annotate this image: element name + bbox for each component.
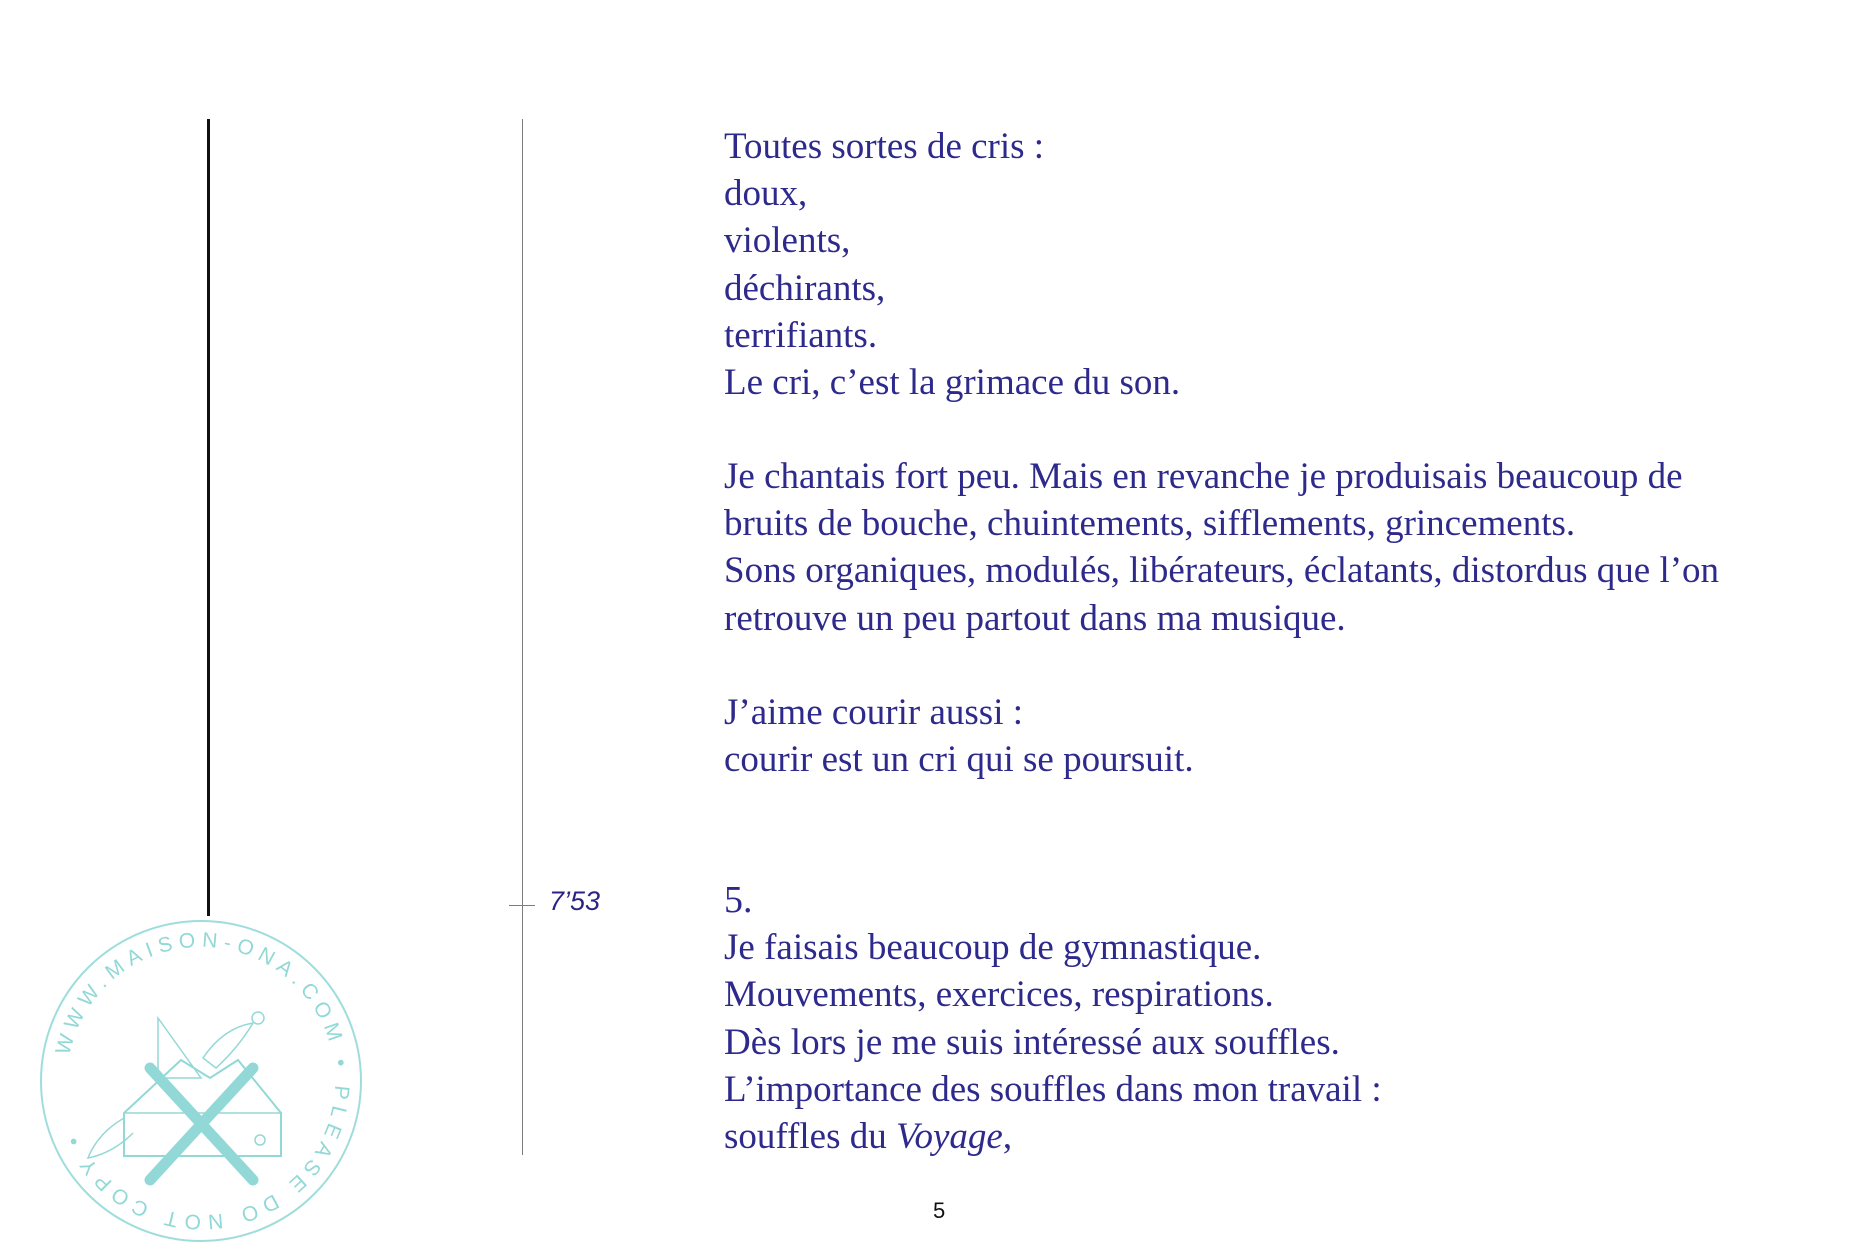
watermark-ring bbox=[41, 921, 361, 1241]
text-line: violents, bbox=[724, 220, 851, 262]
text-line: terrifiants. bbox=[724, 314, 878, 356]
text-line: bruits de bouche, chuintements, sifflements, grincements. bbox=[724, 503, 1576, 545]
left-margin-rule bbox=[207, 119, 210, 916]
timeline-rule bbox=[522, 119, 523, 1155]
text-fragment: , bbox=[1002, 1116, 1013, 1158]
text-line: L’importance des souffles dans mon travail : bbox=[724, 1068, 1382, 1110]
text-line: Mouvements, exercices, respirations. bbox=[724, 974, 1274, 1016]
section-number: 5. bbox=[724, 879, 753, 921]
watermark-stamp bbox=[38, 918, 364, 1244]
text-line: Le cri, c’est la grimace du son. bbox=[724, 362, 1181, 404]
text-line: déchirants, bbox=[724, 267, 886, 309]
watermark-ring-text: WWW.MAISON-ONA.COM • PLEASE DO NOT COPY • bbox=[51, 928, 354, 1234]
text-line: courir est un cri qui se poursuit. bbox=[724, 739, 1194, 781]
text-line: Je chantais fort peu. Mais en revanche je produisais beaucoup de bbox=[724, 456, 1683, 497]
house-bird-cross-logo-icon bbox=[88, 1012, 281, 1180]
section-5 bbox=[724, 877, 1382, 1160]
text-block-running bbox=[724, 689, 1194, 783]
text-line: J’aime courir aussi : bbox=[724, 692, 1023, 733]
text-line: Sons organiques, modulés, libérateurs, éclatants, distordus que l’on bbox=[724, 550, 1720, 592]
text-block-sounds bbox=[724, 453, 1719, 642]
text-line: retrouve un peu partout dans ma musique. bbox=[724, 597, 1346, 639]
text-line-last bbox=[724, 1113, 1382, 1160]
text-line: Dès lors je me suis intéressé aux souffles. bbox=[724, 1021, 1340, 1063]
text-line: doux, bbox=[724, 173, 808, 215]
italic-title: Voyage bbox=[895, 1116, 1003, 1158]
text-line: Je faisais beaucoup de gymnastique. bbox=[724, 927, 1262, 969]
text-fragment: souffles du bbox=[724, 1116, 896, 1158]
page-number: 5 bbox=[933, 1198, 946, 1223]
timeline-tick bbox=[509, 905, 535, 906]
timecode-label: 7’53 bbox=[549, 886, 601, 916]
text-block-cries bbox=[724, 123, 1180, 406]
text-line: Toutes sortes de cris : bbox=[724, 126, 1045, 167]
